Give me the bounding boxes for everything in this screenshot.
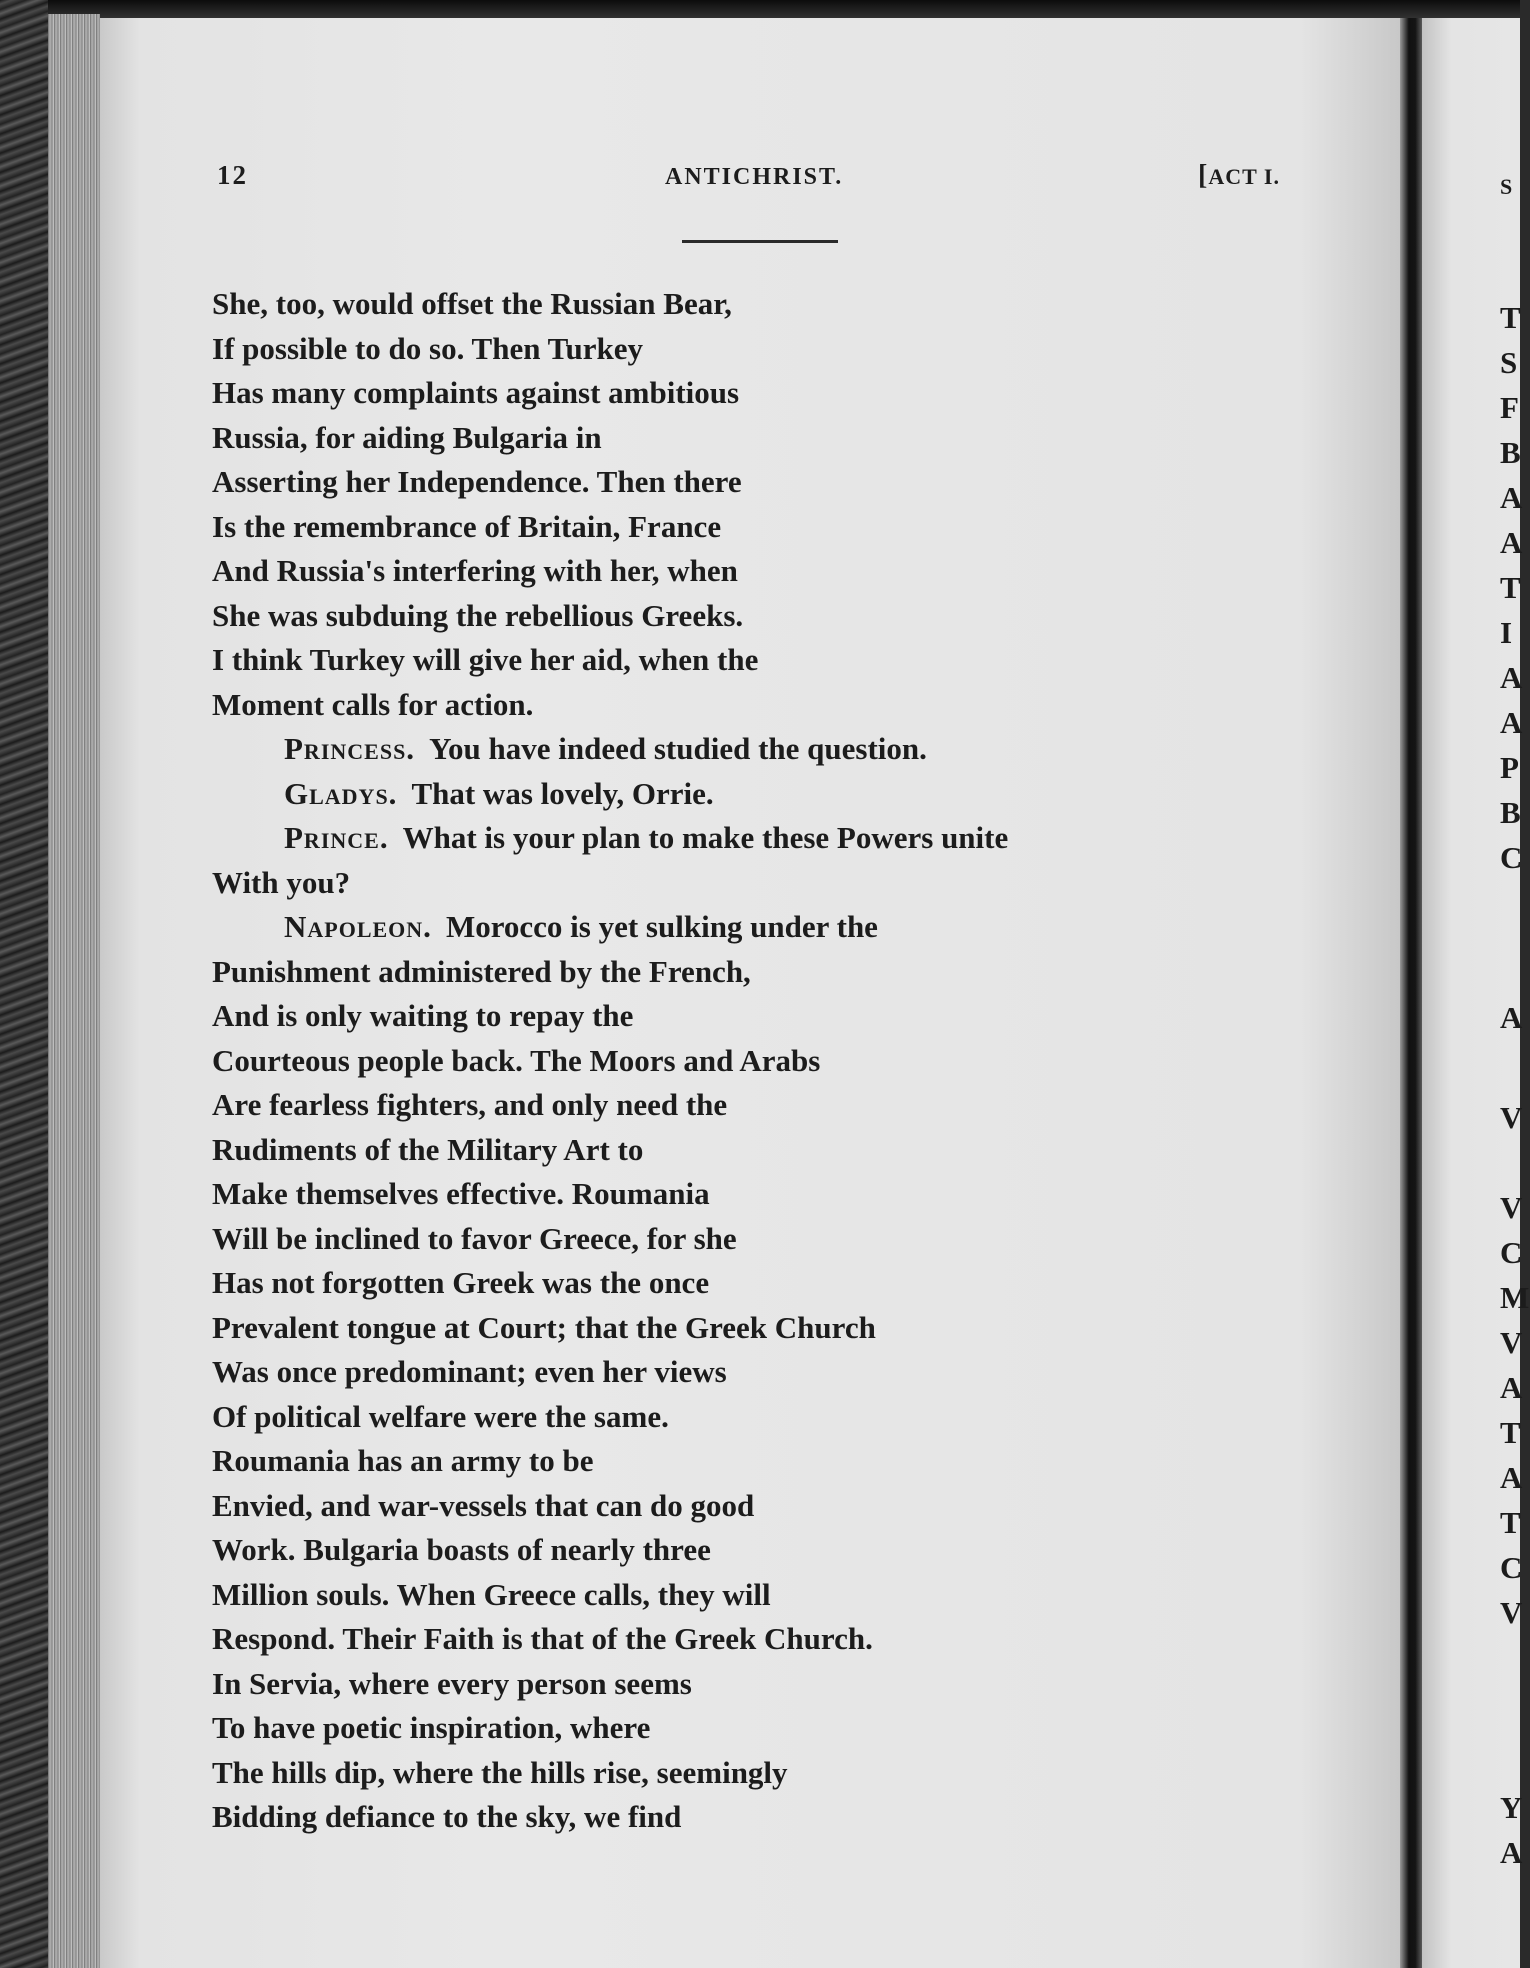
speech-princess xyxy=(212,727,1212,772)
speech-text: Morocco is yet sulking under the xyxy=(445,909,878,944)
speaker-name: Prince. xyxy=(284,820,389,855)
edge-letter: A xyxy=(1500,705,1523,740)
edge-letter: M xyxy=(1500,1280,1530,1315)
act-bracket: [ xyxy=(1198,160,1209,191)
edge-letter: F xyxy=(1500,390,1519,425)
edge-letter: I xyxy=(1500,615,1513,650)
text-line: I think Turkey will give her aid, when the xyxy=(212,642,759,677)
speaker-name: Princess. xyxy=(284,731,416,766)
text-line: Bidding defiance to the sky, we find xyxy=(212,1799,682,1834)
speech-gladys xyxy=(212,772,1212,817)
page-edges xyxy=(48,14,100,1968)
text-line: Of political welfare were the same. xyxy=(212,1398,669,1434)
text-line: In Servia, where every person seems xyxy=(212,1665,692,1701)
running-head xyxy=(100,160,1400,200)
text-line: She, too, would offset the Russian Bear, xyxy=(212,286,732,321)
header-rule xyxy=(682,240,838,243)
running-title: ANTICHRIST. xyxy=(665,164,844,190)
edge-letter: V xyxy=(1500,1100,1523,1135)
edge-letter: S xyxy=(1500,345,1518,380)
text-line: Has not forgotten Greek was the once xyxy=(212,1265,710,1300)
edge-letter: C xyxy=(1500,1235,1523,1270)
text-line: Was once predominant; even her views xyxy=(212,1354,727,1389)
text-line: Make themselves effective. Roumania xyxy=(212,1176,710,1211)
next-page-header-letter: S xyxy=(1500,174,1513,199)
edge-letter: A xyxy=(1500,660,1523,695)
edge-letter: C xyxy=(1500,1550,1523,1585)
edge-letter: V xyxy=(1500,1190,1523,1225)
speech-napoleon xyxy=(212,905,1212,950)
text-line: Are fearless fighters, and only need the xyxy=(212,1087,728,1122)
text-line: Million souls. When Greece calls, they will xyxy=(212,1576,771,1612)
edge-letter: A xyxy=(1500,525,1523,560)
edge-letter: V xyxy=(1500,1325,1523,1360)
edge-letter: A xyxy=(1500,480,1523,515)
edge-letter: T xyxy=(1500,1505,1521,1540)
text-line: Prevalent tongue at Court; that the Greek Church xyxy=(212,1309,876,1345)
text-line: With you? xyxy=(212,864,351,900)
text-line: Respond. Their Faith is that of the Greek Church. xyxy=(212,1621,873,1656)
book-gutter xyxy=(1400,18,1422,1968)
body-text xyxy=(212,282,1212,1840)
speech-prince xyxy=(212,816,1212,861)
text-line: If possible to do so. Then Turkey xyxy=(212,330,643,366)
act-label: ACT I. xyxy=(1208,164,1280,189)
text-line: Has many complaints against ambitious xyxy=(212,375,740,410)
speech-text: What is your plan to make these Powers unite xyxy=(402,820,1009,855)
text-line: Russia, for aiding Bulgaria in xyxy=(212,419,602,455)
text-line: Punishment administered by the French, xyxy=(212,953,751,989)
act-marker xyxy=(1198,160,1280,192)
text-line: Rudiments of the Military Art to xyxy=(212,1131,644,1167)
text-line: Courteous people back. The Moors and Arabs xyxy=(212,1042,821,1078)
edge-letter: V xyxy=(1500,1595,1523,1630)
text-line: Asserting her Independence. Then there xyxy=(212,464,742,499)
page-number: 12 xyxy=(217,160,248,190)
text-line: Work. Bulgaria boasts of nearly three xyxy=(212,1532,711,1567)
text-line: And Russia's interfering with her, when xyxy=(212,553,738,588)
edge-letter: A xyxy=(1500,1370,1523,1405)
speaker-name: Napoleon. xyxy=(284,909,432,944)
speech-text: You have indeed studied the question. xyxy=(429,731,927,766)
edge-letter: A xyxy=(1500,1000,1523,1035)
speaker-name: Gladys. xyxy=(284,775,398,811)
edge-letter: A xyxy=(1500,1460,1523,1495)
edge-letter: A xyxy=(1500,1835,1523,1870)
edge-letter: Y xyxy=(1500,1790,1523,1825)
text-line: Envied, and war-vessels that can do good xyxy=(212,1487,755,1523)
edge-letter: C xyxy=(1500,840,1523,875)
edge-letter: P xyxy=(1500,750,1519,785)
text-line: Is the remembrance of Britain, France xyxy=(212,508,722,544)
text-line: To have poetic inspiration, where xyxy=(212,1710,651,1745)
edge-letter: B xyxy=(1500,795,1521,830)
edge-letter: B xyxy=(1500,435,1521,470)
edge-letter: T xyxy=(1500,300,1521,335)
text-line: Will be inclined to favor Greece, for she xyxy=(212,1220,737,1256)
book-spine xyxy=(0,0,48,1968)
text-line: Roumania has an army to be xyxy=(212,1443,594,1478)
text-line: She was subduing the rebellious Greeks. xyxy=(212,597,744,633)
text-line: And is only waiting to repay the xyxy=(212,998,634,1033)
text-line: The hills dip, where the hills rise, seemingly xyxy=(212,1754,788,1790)
speech-text: That was lovely, Orrie. xyxy=(411,775,714,811)
edge-letter: T xyxy=(1500,1415,1521,1450)
edge-letter: T xyxy=(1500,570,1521,605)
text-line: Moment calls for action. xyxy=(212,686,534,722)
